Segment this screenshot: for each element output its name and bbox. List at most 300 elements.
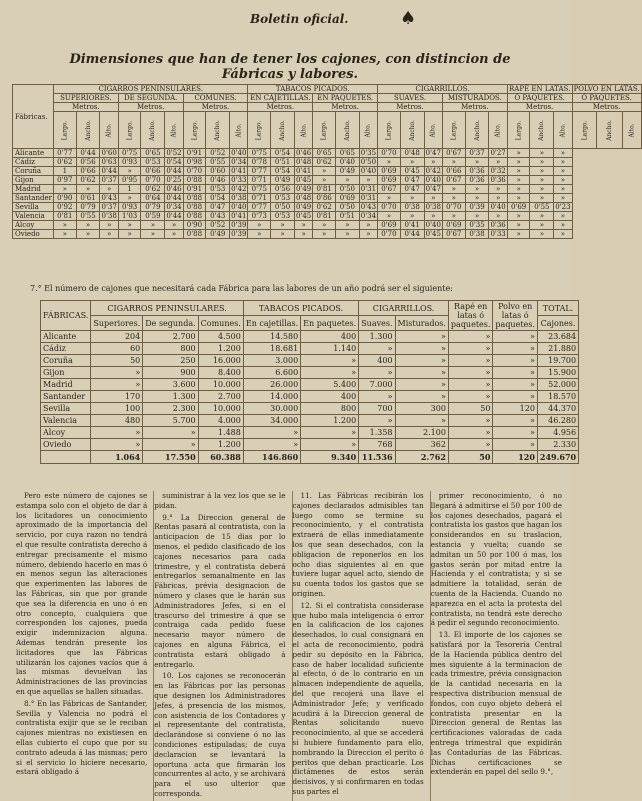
dim-cell: » [313, 167, 336, 176]
dim-cell: 0'51 [335, 212, 359, 221]
table-row [13, 203, 642, 212]
dim-cell: 0'45 [425, 230, 441, 238]
count-cell: 250 [143, 355, 198, 367]
col-polvo: Polvo en latas ó paquetes. [493, 301, 538, 331]
count-cell: » [493, 427, 538, 439]
count-cell: 2.330 [537, 439, 578, 451]
dim-cell: 0'50 [335, 203, 359, 212]
dim-cell: 0'36 [490, 176, 506, 184]
count-cell: 2.100 [395, 427, 448, 439]
count-cell: 4.956 [537, 427, 578, 439]
count-cell: 30.000 [243, 403, 300, 415]
dim-cell: 0'93 [118, 203, 141, 212]
t1-subgroup: EN CAJETILLAS. [248, 94, 313, 103]
t1-dim [359, 112, 377, 149]
table-row [41, 415, 579, 427]
dim-cell: 0'41 [400, 221, 424, 230]
count-cell: 400 [301, 391, 359, 403]
dim-cell: 0'81 [53, 212, 76, 221]
table-row [13, 149, 642, 158]
dim-cell: 0'75 [118, 149, 141, 158]
dim-cell: 0'45 [295, 176, 312, 184]
dim-cell: 0'53 [206, 185, 230, 194]
count-cell: 50 [91, 355, 143, 367]
t2-total-sub: Cajones. [537, 316, 578, 331]
t1-dim [206, 112, 230, 149]
count-cell: » [359, 343, 395, 355]
dim-cell: 0'50 [335, 185, 359, 194]
dim-cell: » [507, 167, 530, 176]
count-cell: » [359, 415, 395, 427]
t1-dim [76, 112, 100, 149]
fabrica-name: Coruña [13, 167, 54, 176]
dim-cell: » [530, 221, 554, 230]
paragraph: 8.° En las Fábricas de Santander, Sevilla y Valencia no podrá el contratista exijir que se le reciban cajones mientras no existiesen en ellas cubierto el cupo que por su contrato adeuda á las mismas; pero si el servicio lo hiciere necesario, estará obligado á [16, 698, 148, 777]
dim-cell: » [442, 212, 465, 221]
total-cell: 120 [493, 451, 538, 464]
dim-cell: 0'88 [183, 230, 206, 239]
total-cell: 249.670 [537, 451, 578, 464]
t1-dim-label: Largo. [255, 120, 263, 140]
dim-cell: 0'27 [490, 149, 506, 157]
t1-dim [53, 112, 76, 149]
dim-cell: 0'44 [166, 194, 182, 202]
dim-cell: 0'34 [360, 212, 377, 220]
dim-cell: 0'46 [206, 176, 230, 185]
table-row [13, 194, 642, 203]
t1-dim-label: Alto. [105, 122, 113, 138]
count-cell: » [493, 379, 538, 391]
t2-subheader: En cajetillas. [243, 316, 300, 331]
dim-cell: » [400, 158, 424, 167]
dim-cell: 0'35 [360, 149, 377, 157]
count-cell: » [395, 415, 448, 427]
dim-cell: 0'69 [507, 203, 530, 212]
count-cell: » [448, 367, 493, 379]
t1-dim [378, 112, 401, 149]
dim-cell: » [378, 158, 401, 167]
count-cell: » [243, 427, 300, 439]
dim-cell: 0'95 [118, 176, 141, 185]
dim-cell: 0'54 [271, 149, 295, 158]
dim-cell: 0'32 [490, 167, 506, 175]
t1-dim [442, 112, 465, 149]
dim-cell: » [554, 212, 572, 221]
dim-cell: » [378, 212, 401, 221]
dim-cell: 0'48 [295, 194, 312, 202]
dim-cell: » [313, 221, 336, 230]
dim-cell: » [118, 167, 141, 176]
t1-dim [489, 112, 507, 149]
group-cigarrillos: CIGARRILLOS. [359, 301, 449, 316]
table-row [41, 391, 579, 403]
dim-cell: 0'54 [271, 167, 295, 176]
table1-title: Dimensiones que han de tener los cajones, con distincion de Fábricas y labores. [69, 52, 511, 82]
dim-cell: 0'70 [378, 203, 401, 212]
dim-cell: 0'40 [231, 149, 247, 157]
count-cell: » [359, 391, 395, 403]
dim-cell: 1 [53, 167, 76, 176]
t1-dim [597, 112, 623, 149]
dim-cell: » [507, 176, 530, 185]
dim-cell: 1 [118, 185, 141, 194]
dim-cell: » [400, 194, 424, 203]
dim-cell: 0'62 [313, 203, 336, 212]
t1-dim-label: Largo. [320, 120, 328, 140]
dim-cell: » [554, 158, 572, 167]
count-cell: » [301, 427, 359, 439]
totals-row [41, 451, 579, 464]
dim-cell: 0'63 [101, 158, 117, 166]
table-row [13, 185, 642, 194]
dim-cell: » [442, 158, 465, 167]
count-cell: » [143, 439, 198, 451]
dim-cell: » [359, 221, 377, 230]
dim-cell: » [118, 221, 141, 230]
dim-cell: 0'88 [183, 212, 206, 221]
t1-group: RAPÉ EN LATAS. [509, 85, 571, 93]
dim-cell: 0'40 [360, 167, 377, 175]
dim-cell: » [507, 149, 530, 158]
count-cell: » [493, 343, 538, 355]
paragraph: 10. Los cajones se reconocerán en las Fábricas por las personas que designen los Administradores Jefes, á presencia de los mismos, con asistencia de los Contadores y el representante del contratista, declarándose si conviene ó no las condiciones estipuladas; de cuya declaracion se levantará la oportuna acta que firmarán los concurrentes al acto, y se archivará para el uso ulterior que corresponda. [154, 671, 286, 798]
t1-subgroup: SUPERIORES. [53, 94, 118, 103]
dim-cell: 0'67 [378, 185, 401, 194]
gazette-title: Boletin oficial. [250, 12, 349, 26]
dim-cell: » [424, 212, 442, 221]
t1-dim [623, 112, 642, 149]
dim-cell: 0'56 [271, 185, 295, 194]
count-cell: » [448, 427, 493, 439]
dim-cell: 0'37 [101, 176, 117, 184]
dim-cell: 0'49 [271, 176, 295, 185]
t1-subgroup: DE SEGUNDA. [118, 94, 183, 103]
dim-cell: » [76, 185, 100, 194]
dim-cell: » [554, 221, 572, 230]
dim-cell: 0'46 [295, 149, 312, 157]
dim-cell: » [294, 230, 312, 239]
text-column-2 [153, 491, 285, 801]
table-row [13, 230, 642, 239]
fabrica-name: Oviedo [13, 230, 54, 239]
count-cell: » [448, 343, 493, 355]
dim-cell: 0'62 [141, 185, 165, 194]
dim-cell: 0'38 [425, 203, 441, 211]
dim-cell: 0'42 [231, 185, 247, 193]
dim-cell: 0'33 [490, 230, 506, 238]
dim-cell: 0'45 [400, 167, 424, 176]
count-cell: 16.000 [198, 355, 243, 367]
dim-cell: 0'53 [271, 212, 295, 221]
dim-cell: 0'33 [231, 176, 247, 184]
paragraph: 11. Las Fábricas recibirán los cajones declarados admisibles tan luego como se termine su reconocimiento, y el contratista extraerá de ellas inmediatamente los que sean desechados, con la obligacion de reponerlos en los ocho dias siguientes al en que tuviere lugar aquel acto, siendo de su cuenta todos los gastos que se originen. [292, 491, 424, 598]
dim-cell: 0'86 [313, 194, 336, 203]
dim-cell: 0'56 [76, 158, 100, 167]
fabrica-name: Valencia [41, 415, 91, 427]
count-cell: 800 [301, 403, 359, 415]
dim-cell: » [465, 212, 489, 221]
dim-cell: 0'69 [442, 221, 465, 230]
t1-group: TABACOS PICADOS. [248, 85, 378, 94]
fabrica-name: Cádiz [13, 158, 54, 167]
t1-dim-label: Largo. [61, 120, 69, 140]
dim-cell: » [100, 185, 118, 194]
count-cell: » [91, 439, 143, 451]
dim-cell: » [507, 230, 530, 239]
t1-dim [313, 112, 336, 149]
dim-cell: 0'48 [295, 158, 312, 166]
t2-subheader: De segunda. [143, 316, 198, 331]
t1-unit: Metros. [507, 103, 572, 112]
fabrica-name: Alicante [13, 149, 54, 158]
dim-cell: » [424, 194, 442, 203]
count-cell: » [359, 367, 395, 379]
t1-dim-label: Largo. [450, 120, 458, 140]
col-total: TOTAL. [537, 301, 578, 316]
count-cell: » [243, 439, 300, 451]
t1-dim [400, 112, 424, 149]
t1-dim-label: Alto. [494, 122, 502, 138]
dim-cell: 0'39 [465, 203, 489, 212]
dim-cell: 0'79 [141, 203, 165, 212]
fabrica-name: Santander [13, 194, 54, 203]
t1-subgroup: SUAVES. [378, 94, 443, 103]
count-cell: 1.300 [143, 391, 198, 403]
t1-unit: Metros. [53, 103, 118, 112]
dim-cell: 0'49 [295, 185, 312, 193]
t1-dim-label: Ancho. [279, 119, 287, 141]
gazette-header [0, 6, 570, 34]
row-header: Fábricas. [13, 85, 54, 149]
count-cell: 170 [91, 391, 143, 403]
t1-dim-label: Alto. [364, 122, 372, 138]
count-cell: 18.681 [243, 343, 300, 355]
dim-cell: 0'39 [231, 230, 247, 238]
t1-dim [271, 112, 295, 149]
count-cell: 700 [359, 403, 395, 415]
paragraph: 12. Si el contratista considerase que hubo mala inteligencia ó error en la calificacion de los cajones desechados, lo cual consignará en el acta de reconocimiento, podrá pedir su depósito en la Fábrica, caso de haber localidad suficiente al efecto, ó de lo contrario en un almacen independiente de aquella, del que recojerá una llave el Administrador Jefe; y verificado acudirá á la Direccion general de Rentas solicitando nuevo reconocimiento, al que se accederá si hubiere fundamento para ello, nombrando la Direccion el perito ó peritos que deban practicarle. Los dictámenes de estos serán decisivos, y si confirmaren en todas sus partes el [292, 600, 424, 796]
dim-cell: 0'77 [53, 149, 76, 158]
t2-subheader: Misturados. [395, 316, 448, 331]
table-row [41, 343, 579, 355]
t1-group: CIGARROS PENINSULARES. [53, 85, 247, 94]
dim-cell: 0'70 [141, 176, 165, 185]
dim-cell: 0'88 [183, 203, 206, 212]
dim-cell: 0'55 [76, 212, 100, 221]
dim-cell: 0'91 [183, 149, 206, 158]
dim-cell: 0'39 [231, 221, 247, 229]
count-cell: » [395, 379, 448, 391]
fabrica-name: Gijon [13, 176, 54, 185]
dim-cell: » [165, 230, 183, 239]
dim-cell: 0'47 [206, 203, 230, 212]
dim-cell: » [530, 167, 554, 176]
dim-cell: 0'44 [76, 149, 100, 158]
dim-cell: 0'77 [248, 167, 271, 176]
dim-cell: 0'66 [141, 167, 165, 176]
count-cell: » [493, 367, 538, 379]
dim-cell: 0'43 [101, 194, 117, 202]
dim-cell: 0'44 [101, 167, 117, 175]
dim-cell: » [165, 221, 183, 230]
dim-cell: » [76, 221, 100, 230]
ornament-icon: ♠ [400, 8, 417, 29]
dim-cell: 0'23 [555, 203, 571, 211]
table-row [41, 331, 579, 343]
dim-cell: 0'50 [271, 203, 295, 212]
t1-dim-label: Ancho. [408, 119, 416, 141]
t1-dim-label: Ancho. [214, 119, 222, 141]
dimensions-table [12, 84, 642, 239]
dim-cell: 0'38 [231, 194, 247, 202]
dim-cell: 0'81 [313, 185, 336, 194]
dim-cell: 0'43 [206, 212, 230, 221]
dim-cell: 0'88 [183, 176, 206, 185]
count-cell: 5.700 [143, 415, 198, 427]
fabrica-name: Alicante [41, 331, 91, 343]
t1-dim [165, 112, 183, 149]
count-cell: 3.600 [143, 379, 198, 391]
dim-cell: 0'93 [118, 158, 141, 167]
dim-cell: » [489, 194, 507, 203]
count-cell: 15.900 [537, 367, 578, 379]
total-cell: 60.388 [198, 451, 243, 464]
dim-cell: » [335, 230, 359, 239]
t2-subheader: Suaves. [359, 316, 395, 331]
count-cell: 46.280 [537, 415, 578, 427]
dim-cell: » [442, 185, 465, 194]
group-tabacos: TABACOS PICADOS. [243, 301, 358, 316]
dim-cell: 0'31 [360, 194, 377, 202]
dim-cell: 0'35 [465, 221, 489, 230]
table-row [13, 158, 642, 167]
count-cell: » [448, 415, 493, 427]
dim-cell: 0'50 [360, 158, 377, 166]
t1-dim-label: Alto. [628, 122, 636, 138]
t1-subgroup: Ó PAQUETES. [507, 94, 572, 103]
t1-dim-label: Ancho. [149, 119, 157, 141]
dim-cell: 0'60 [101, 149, 117, 157]
dim-cell: » [271, 230, 295, 239]
count-cell: 34.000 [243, 415, 300, 427]
dim-cell: 0'37 [465, 149, 489, 158]
count-cell: » [91, 379, 143, 391]
dim-cell: 0'40 [490, 203, 506, 211]
t1-dim [183, 112, 206, 149]
dim-cell: » [507, 185, 530, 194]
dim-cell: » [554, 194, 572, 203]
count-cell: » [395, 355, 448, 367]
dim-cell: » [359, 176, 377, 185]
dim-cell: 0'70 [378, 230, 401, 239]
t1-dim-label: Ancho. [606, 119, 614, 141]
dim-cell: 0'49 [295, 203, 312, 211]
dim-cell: 0'75 [248, 185, 271, 194]
dim-cell: » [53, 221, 76, 230]
count-cell: 21.880 [537, 343, 578, 355]
fabrica-name: Alcoy [41, 427, 91, 439]
col-fabricas: FÁBRICAS. [41, 301, 91, 331]
dim-cell: » [507, 158, 530, 167]
dim-cell: » [489, 185, 507, 194]
dim-cell: » [530, 158, 554, 167]
t1-unit: Metros. [378, 103, 443, 112]
dim-cell: » [530, 149, 554, 158]
dim-cell: 0'41 [231, 167, 247, 175]
dim-cell: 0'54 [206, 194, 230, 203]
table-row [41, 403, 579, 415]
dim-cell: » [489, 212, 507, 221]
dim-cell: 0'59 [141, 212, 165, 221]
dim-cell: 0'52 [206, 221, 230, 230]
dim-cell: 0'34 [166, 203, 182, 211]
t1-unit: Metros. [248, 103, 313, 112]
total-cell: 2.762 [395, 451, 448, 464]
count-cell: » [301, 355, 359, 367]
paragraph: 13. El importe de los cajones se satisfará por la Tesorería Central de la Hacienda pública dentro del mes siguiente á la terminacion de cada trimestre, prévia consignacion de la cantidad necesaria en la respectiva distribucion mensual de fondos, con cuyo objeto deberá el contratista presentar en la Direccion general de Rentas las certificaciones valoradas de cada entrega trimestral que expidirán las Contadurías de las Fábricas. Dichas certificaciones se extenderán en papel del sello 9.°, [430, 630, 562, 777]
count-cell: 100 [91, 403, 143, 415]
t1-dim-label: Alto. [235, 122, 243, 138]
count-cell: » [395, 331, 448, 343]
count-cell: » [493, 331, 538, 343]
dim-cell: 0'47 [425, 149, 441, 157]
count-cell: 1.200 [301, 415, 359, 427]
dim-cell: 0'69 [378, 176, 401, 185]
dim-cell: 0'65 [335, 149, 359, 158]
count-cell: 300 [395, 403, 448, 415]
fabrica-name: Valencia [13, 212, 54, 221]
paragraph: primer reconocimiento, ó no llegará á admitirse el 50 por 100 de los cajones desechados, pagará el contratista los gastos que hagan los considerandos en su traslacion, estancia y vuelta; cuando se admitan un 50 por 100 ó mas, los gastos serán por mitad entre la Hacienda y el contratista; y si se admitiere la totalidad, serán de cuenta de la Hacienda. Cuando no aparezca en el acta la protesta del contratista, no tendrá este derecho á pedir el segundo reconocimiento. [430, 491, 562, 628]
fabrica-name: Madrid [41, 379, 91, 391]
dim-cell: 0'38 [400, 203, 424, 212]
dim-cell: » [554, 149, 572, 158]
t1-dim [554, 112, 572, 149]
dim-cell: 0'69 [378, 167, 401, 176]
count-cell: 8.400 [198, 367, 243, 379]
count-cell: 2.700 [198, 391, 243, 403]
t1-dim [100, 112, 118, 149]
dim-cell: 1'03 [118, 212, 141, 221]
total-cell: 11.536 [359, 451, 395, 464]
t1-unit: Metros. [572, 103, 641, 112]
total-cell: 1.064 [91, 451, 143, 464]
dim-cell: » [313, 176, 336, 185]
t1-subgroup: MISTURADOS. [442, 94, 507, 103]
dim-cell: 0'79 [76, 203, 100, 212]
dim-cell: » [100, 221, 118, 230]
count-cell: 14.580 [243, 331, 300, 343]
count-cell: 1.140 [301, 343, 359, 355]
dim-cell: » [335, 176, 359, 185]
count-cell: » [493, 415, 538, 427]
dim-cell: 0'62 [76, 176, 100, 185]
count-cell: 50 [448, 403, 493, 415]
t1-dim [424, 112, 442, 149]
t2-subheader: En paquetes. [301, 316, 359, 331]
dim-cell: 0'62 [53, 158, 76, 167]
text-column-1 [16, 491, 147, 801]
dim-cell: 0'52 [206, 149, 230, 158]
table-row [13, 167, 642, 176]
dim-cell: » [530, 176, 554, 185]
dim-cell: » [141, 230, 165, 239]
count-cell: » [448, 355, 493, 367]
dim-cell: » [530, 212, 554, 221]
dim-cell: » [442, 194, 465, 203]
table-row [41, 379, 579, 391]
dim-cell: 0'51 [271, 158, 295, 167]
dim-cell: » [507, 221, 530, 230]
